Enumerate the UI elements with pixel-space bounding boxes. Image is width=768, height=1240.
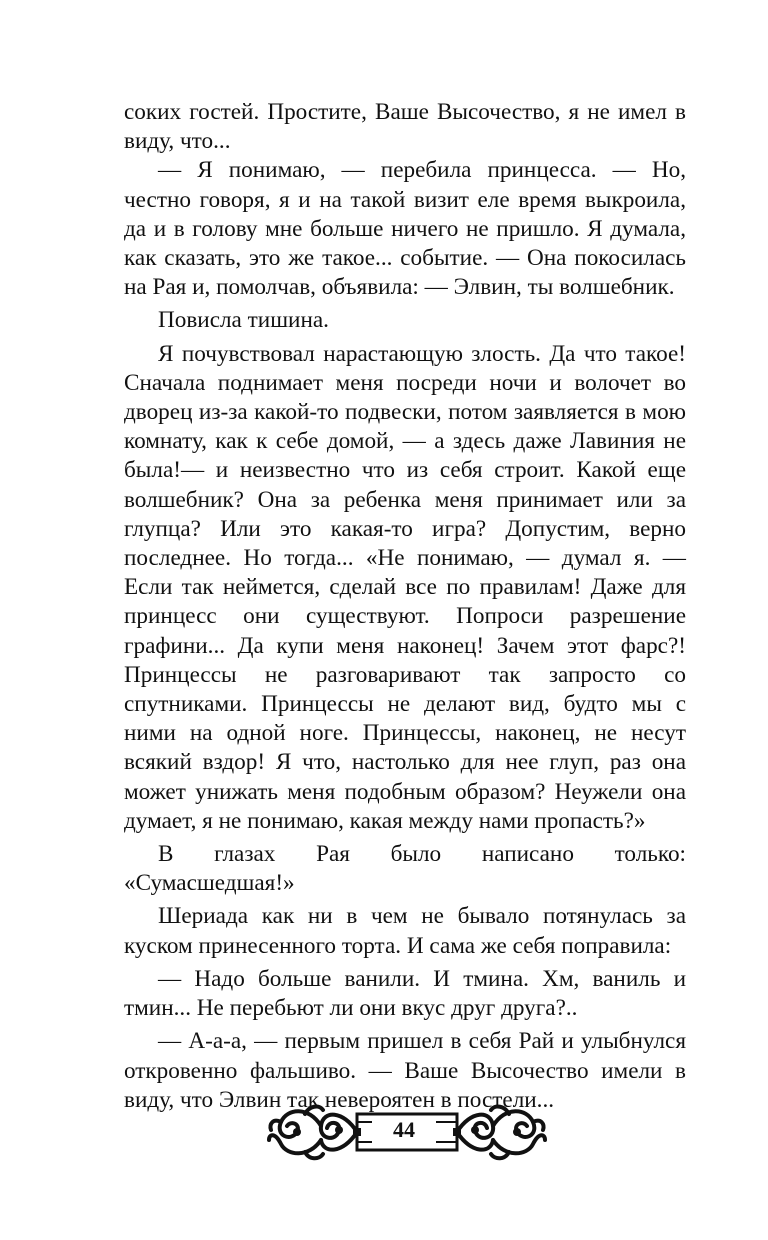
paragraph-4: Я почувствовал нарастающую злость. Да что такое! Сначала поднимает меня посреди ночи и волочет во дворец из-за какой-то подвески, потом заявляется в мою комнату, как к себе домой, — а здесь даже Лавиния не была!— и неизвестно что из себя строит. Какой еще волшебник? Она за ребенка меня принимает или за глупца? Или это какая-то игра? Допустим, верно последнее. Но тогда... «Не понимаю, — думал я. — Если так неймется, сделай все по правилам! Даже для принцесс они существуют. Попроси разрешение графини... Да купи меня наконец! Зачем этот фарс?! Принцессы не разговаривают так запросто со спутниками. Принцессы не делают вид, будто мы с ними на одной ноге. Принцессы, наконец, не несут всякий вздор! Я что, настолько для нее глуп, раз она может унижать меня подобным образом? Неужели она думает, я не понимаю, какая между нами пропасть?»	[124, 340, 686, 834]
paragraph-2: — Я понимаю, — перебила принцесса. — Но, честно говоря, я и на такой визит еле время выкроила, да и в голову мне больше ничего не пришло. Я думала, как сказать, это же такое... событие. — Она покосилась на Рая и, помолчав, объявила: — Элвин, ты волшебник.	[124, 157, 686, 301]
page-number: 44	[372, 1117, 436, 1143]
body-text	[124, 98, 686, 1115]
paragraph-8: — А-а-а, — первым пришел в себя Рай и улыбнулся откровенно фальшиво. — Ваше Высочество имели в виду, что Элвин так невероятен в постели...	[124, 1028, 686, 1113]
paragraph-3: Повисла тишина.	[158, 307, 329, 334]
paragraph-7: — Надо больше ванили. И тмина. Хм, ваниль и тмин... Не перебьют ли они вкус друг друга?..	[124, 965, 686, 1022]
paragraph-5: В глазах Рая было написано только: «Сумасшедшая!»	[124, 841, 686, 897]
paragraph-1: соких гостей. Простите, Ваше Высочество, я не имел в виду, что...	[124, 99, 686, 155]
paragraph-6: Шериада как ни в чем не бывало потянулась за куском принесенного торта. И сама же себя поправила:	[124, 903, 686, 959]
